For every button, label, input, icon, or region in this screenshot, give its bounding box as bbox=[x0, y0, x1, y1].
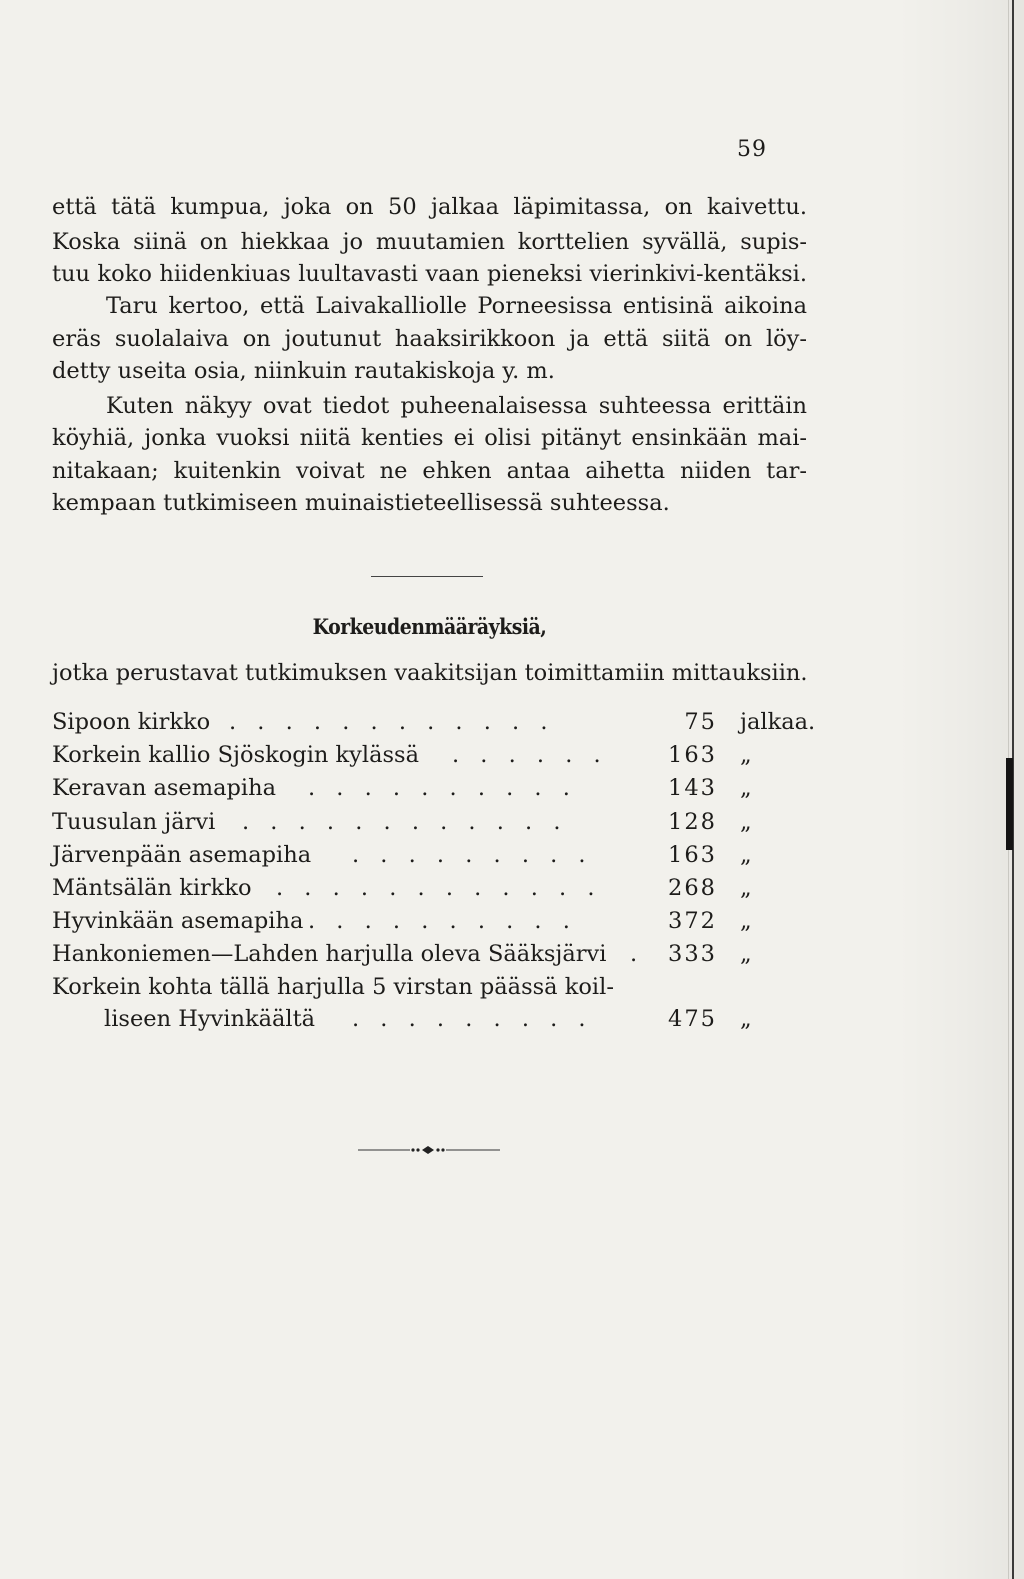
list-item bbox=[52, 772, 817, 805]
paragraph-line: nitakaan; kuitenkin voivat ne ehken antaa aihetta niiden tar- bbox=[52, 458, 807, 484]
elevation-unit: „ bbox=[740, 875, 752, 901]
dot-leader: . . . . . . . . . . . . bbox=[242, 809, 568, 835]
place-name: Tuusulan järvi bbox=[52, 809, 216, 835]
elevation-value: 163 bbox=[668, 842, 717, 868]
list-item bbox=[52, 1003, 817, 1036]
list-item bbox=[52, 739, 817, 772]
elevation-value: 372 bbox=[668, 908, 717, 934]
elevation-unit: „ bbox=[740, 941, 752, 967]
dot-leader: . . . . . . . . . . . . bbox=[276, 875, 602, 901]
list-item bbox=[52, 706, 817, 739]
elevation-unit: „ bbox=[740, 809, 752, 835]
list-item bbox=[52, 905, 817, 938]
place-name: Hyvinkään asemapiha bbox=[52, 908, 304, 934]
dot-leader: . bbox=[630, 941, 645, 967]
place-name: Hankoniemen—Lahden harjulla oleva Sääksjärvi bbox=[52, 941, 607, 967]
place-name: Korkein kohta tällä harjulla 5 virstan päässä koil- bbox=[52, 974, 614, 1000]
list-item bbox=[52, 806, 817, 839]
elevation-unit: „ bbox=[740, 775, 752, 801]
place-name: liseen Hyvinkäältä bbox=[104, 1006, 316, 1032]
elevation-value: 333 bbox=[668, 941, 717, 967]
list-item bbox=[52, 872, 817, 905]
place-name: Järvenpään asemapiha bbox=[52, 842, 312, 868]
dot-leader: . . . . . . . . . . . . bbox=[229, 709, 555, 735]
paragraph-line: köyhiä, jonka vuoksi niitä kenties ei olisi pitänyt ensinkään mai- bbox=[52, 425, 807, 451]
section-divider bbox=[371, 576, 483, 577]
elevation-value: 163 bbox=[668, 742, 717, 768]
dot-leader: . . . . . . . . . bbox=[352, 842, 593, 868]
page-number: 59 bbox=[737, 137, 767, 162]
elevation-value: 268 bbox=[668, 875, 717, 901]
paragraph-line: Taru kertoo, että Laivakalliolle Porneesissa entisinä aikoina bbox=[106, 293, 807, 319]
section-subheading: jotka perustavat tutkimuksen vaakitsijan toimittamiin mittauksiin. bbox=[52, 660, 808, 686]
dot-leader: . . . . . . . . . bbox=[352, 1006, 593, 1032]
dot-leader: . . . . . . bbox=[452, 742, 608, 768]
paragraph-line: tuu koko hiidenkiuas luultavasti vaan pieneksi vierinkivi-kentäksi. bbox=[52, 261, 807, 287]
paragraph-line: Kuten näkyy ovat tiedot puheenalaisessa suhteessa erittäin bbox=[106, 393, 807, 419]
edge-tab-mark bbox=[1006, 758, 1013, 850]
place-name: Korkein kallio Sjöskogin kylässä bbox=[52, 742, 419, 768]
elevation-unit: jalkaa. bbox=[740, 709, 816, 735]
elevation-value: 75 bbox=[684, 709, 717, 735]
page-edge-shadow bbox=[896, 0, 1024, 1579]
elevation-value: 475 bbox=[668, 1006, 717, 1032]
paragraph-line: eräs suolalaiva on joutunut haaksirikkoon ja että siitä on löy- bbox=[52, 326, 807, 352]
list-item bbox=[52, 971, 817, 1004]
list-item bbox=[52, 839, 817, 872]
paragraph-line: että tätä kumpua, joka on 50 jalkaa läpimitassa, on kaivettu. bbox=[52, 194, 807, 220]
section-heading: Korkeudenmääräyksiä, bbox=[312, 614, 547, 639]
paragraph-line: kempaan tutkimiseen muinaistieteellisessä suhteessa. bbox=[52, 490, 670, 516]
paragraph-line: Koska siinä on hiekkaa jo muutamien korttelien syvällä, supis- bbox=[52, 229, 807, 255]
place-name: Keravan asemapiha bbox=[52, 775, 276, 801]
elevation-unit: „ bbox=[740, 1006, 752, 1032]
list-item bbox=[52, 938, 817, 971]
elevation-unit: „ bbox=[740, 742, 752, 768]
elevation-value: 143 bbox=[668, 775, 717, 801]
elevation-unit: „ bbox=[740, 842, 752, 868]
dot-leader: . . . . . . . . . . bbox=[308, 908, 577, 934]
paragraph-line: detty useita osia, niinkuin rautakiskoja y. m. bbox=[52, 358, 555, 384]
dot-leader: . . . . . . . . . . bbox=[308, 775, 577, 801]
ornament-divider bbox=[358, 1142, 500, 1158]
place-name: Sipoon kirkko bbox=[52, 709, 211, 735]
elevation-unit: „ bbox=[740, 908, 752, 934]
elevation-value: 128 bbox=[668, 809, 717, 835]
place-name: Mäntsälän kirkko bbox=[52, 875, 252, 901]
